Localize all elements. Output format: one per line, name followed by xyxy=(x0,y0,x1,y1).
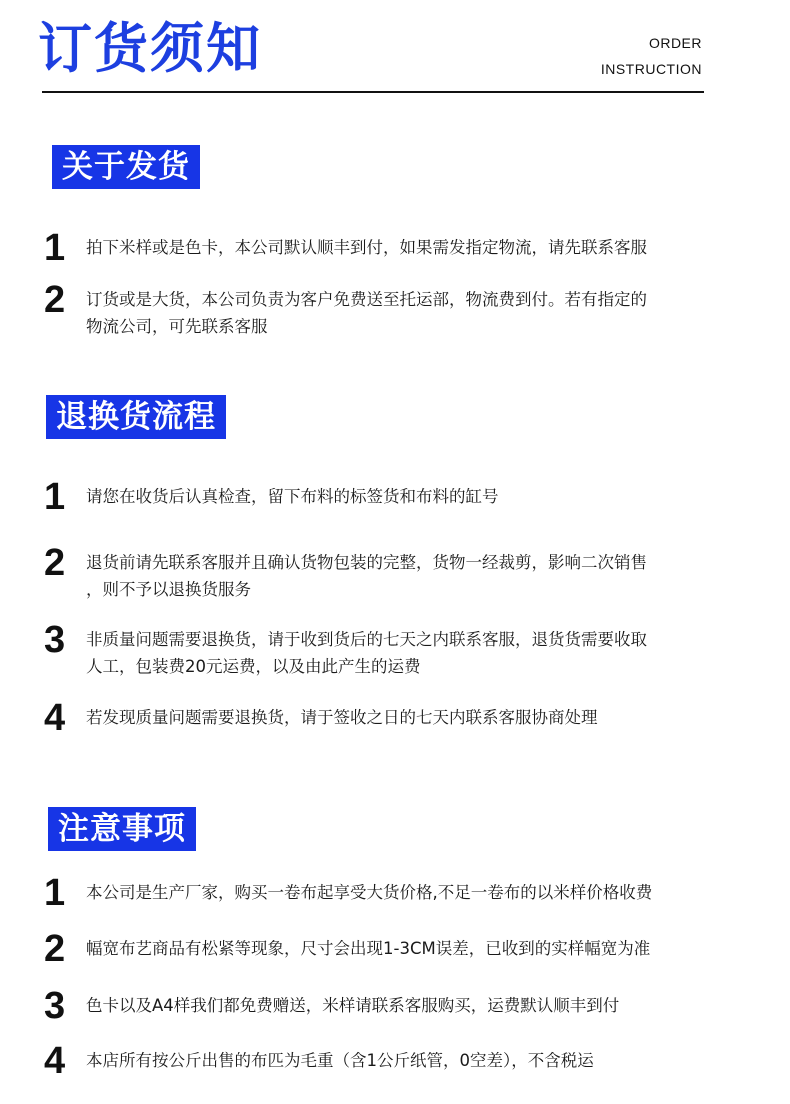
subtitle-line-order: ORDER xyxy=(648,35,702,51)
item-number: 1 xyxy=(44,227,66,269)
item-text: 色卡以及A4样我们都免费赠送，米样请联系客服购买，运费默认顺丰到付 xyxy=(86,996,620,1015)
header-divider xyxy=(42,91,704,93)
item-text: 幅宽布艺商品有松紧等现象，尺寸会出现1-3CM误差，已收到的实样幅宽为准 xyxy=(86,939,651,958)
item-text: 非质量问题需要退换货，请于收到货后的七天之内联系客服，退货货需要收取 人工，包装费20元运费，以及由此产生的运费 xyxy=(86,630,647,676)
item-number: 1 xyxy=(44,476,66,518)
item-text: 若发现质量问题需要退换货，请于签收之日的七天内联系客服协商处理 xyxy=(86,708,598,727)
subtitle-line-instruction: INSTRUCTION xyxy=(600,61,702,77)
item-text: 请您在收货后认真检查，留下布料的标签货和布料的缸号 xyxy=(86,487,499,506)
page-subtitle xyxy=(601,30,702,82)
item-number: 2 xyxy=(44,279,66,321)
item-number: 2 xyxy=(44,542,66,584)
item-text: 本店所有按公斤出售的布匹为毛重（含1公斤纸管，0空差），不含税运 xyxy=(86,1051,594,1070)
section-heading-returns: 退换货流程 xyxy=(46,395,226,439)
item-number: 3 xyxy=(44,985,66,1027)
page-title: 订货须知 xyxy=(38,17,262,80)
section-heading-shipping: 关于发货 xyxy=(52,145,200,189)
item-number: 4 xyxy=(44,1040,66,1082)
item-text: 本公司是生产厂家，购买一卷布起享受大货价格,不足一卷布的以米样价格收费 xyxy=(86,883,653,902)
item-text: 拍下米样或是色卡，本公司默认顺丰到付，如果需发指定物流，请先联系客服 xyxy=(86,238,647,257)
item-text: 订货或是大货，本公司负责为客户免费送至托运部，物流费到付。若有指定的 物流公司，可先联系客服 xyxy=(86,290,647,336)
item-number: 4 xyxy=(44,697,66,739)
item-number: 3 xyxy=(44,619,66,661)
item-text: 退货前请先联系客服并且确认货物包装的完整，货物一经裁剪，影响二次销售 ，则不予以退换货服务 xyxy=(86,553,647,599)
item-number: 1 xyxy=(44,872,66,914)
item-number: 2 xyxy=(44,928,66,970)
section-heading-notes: 注意事项 xyxy=(48,807,196,851)
